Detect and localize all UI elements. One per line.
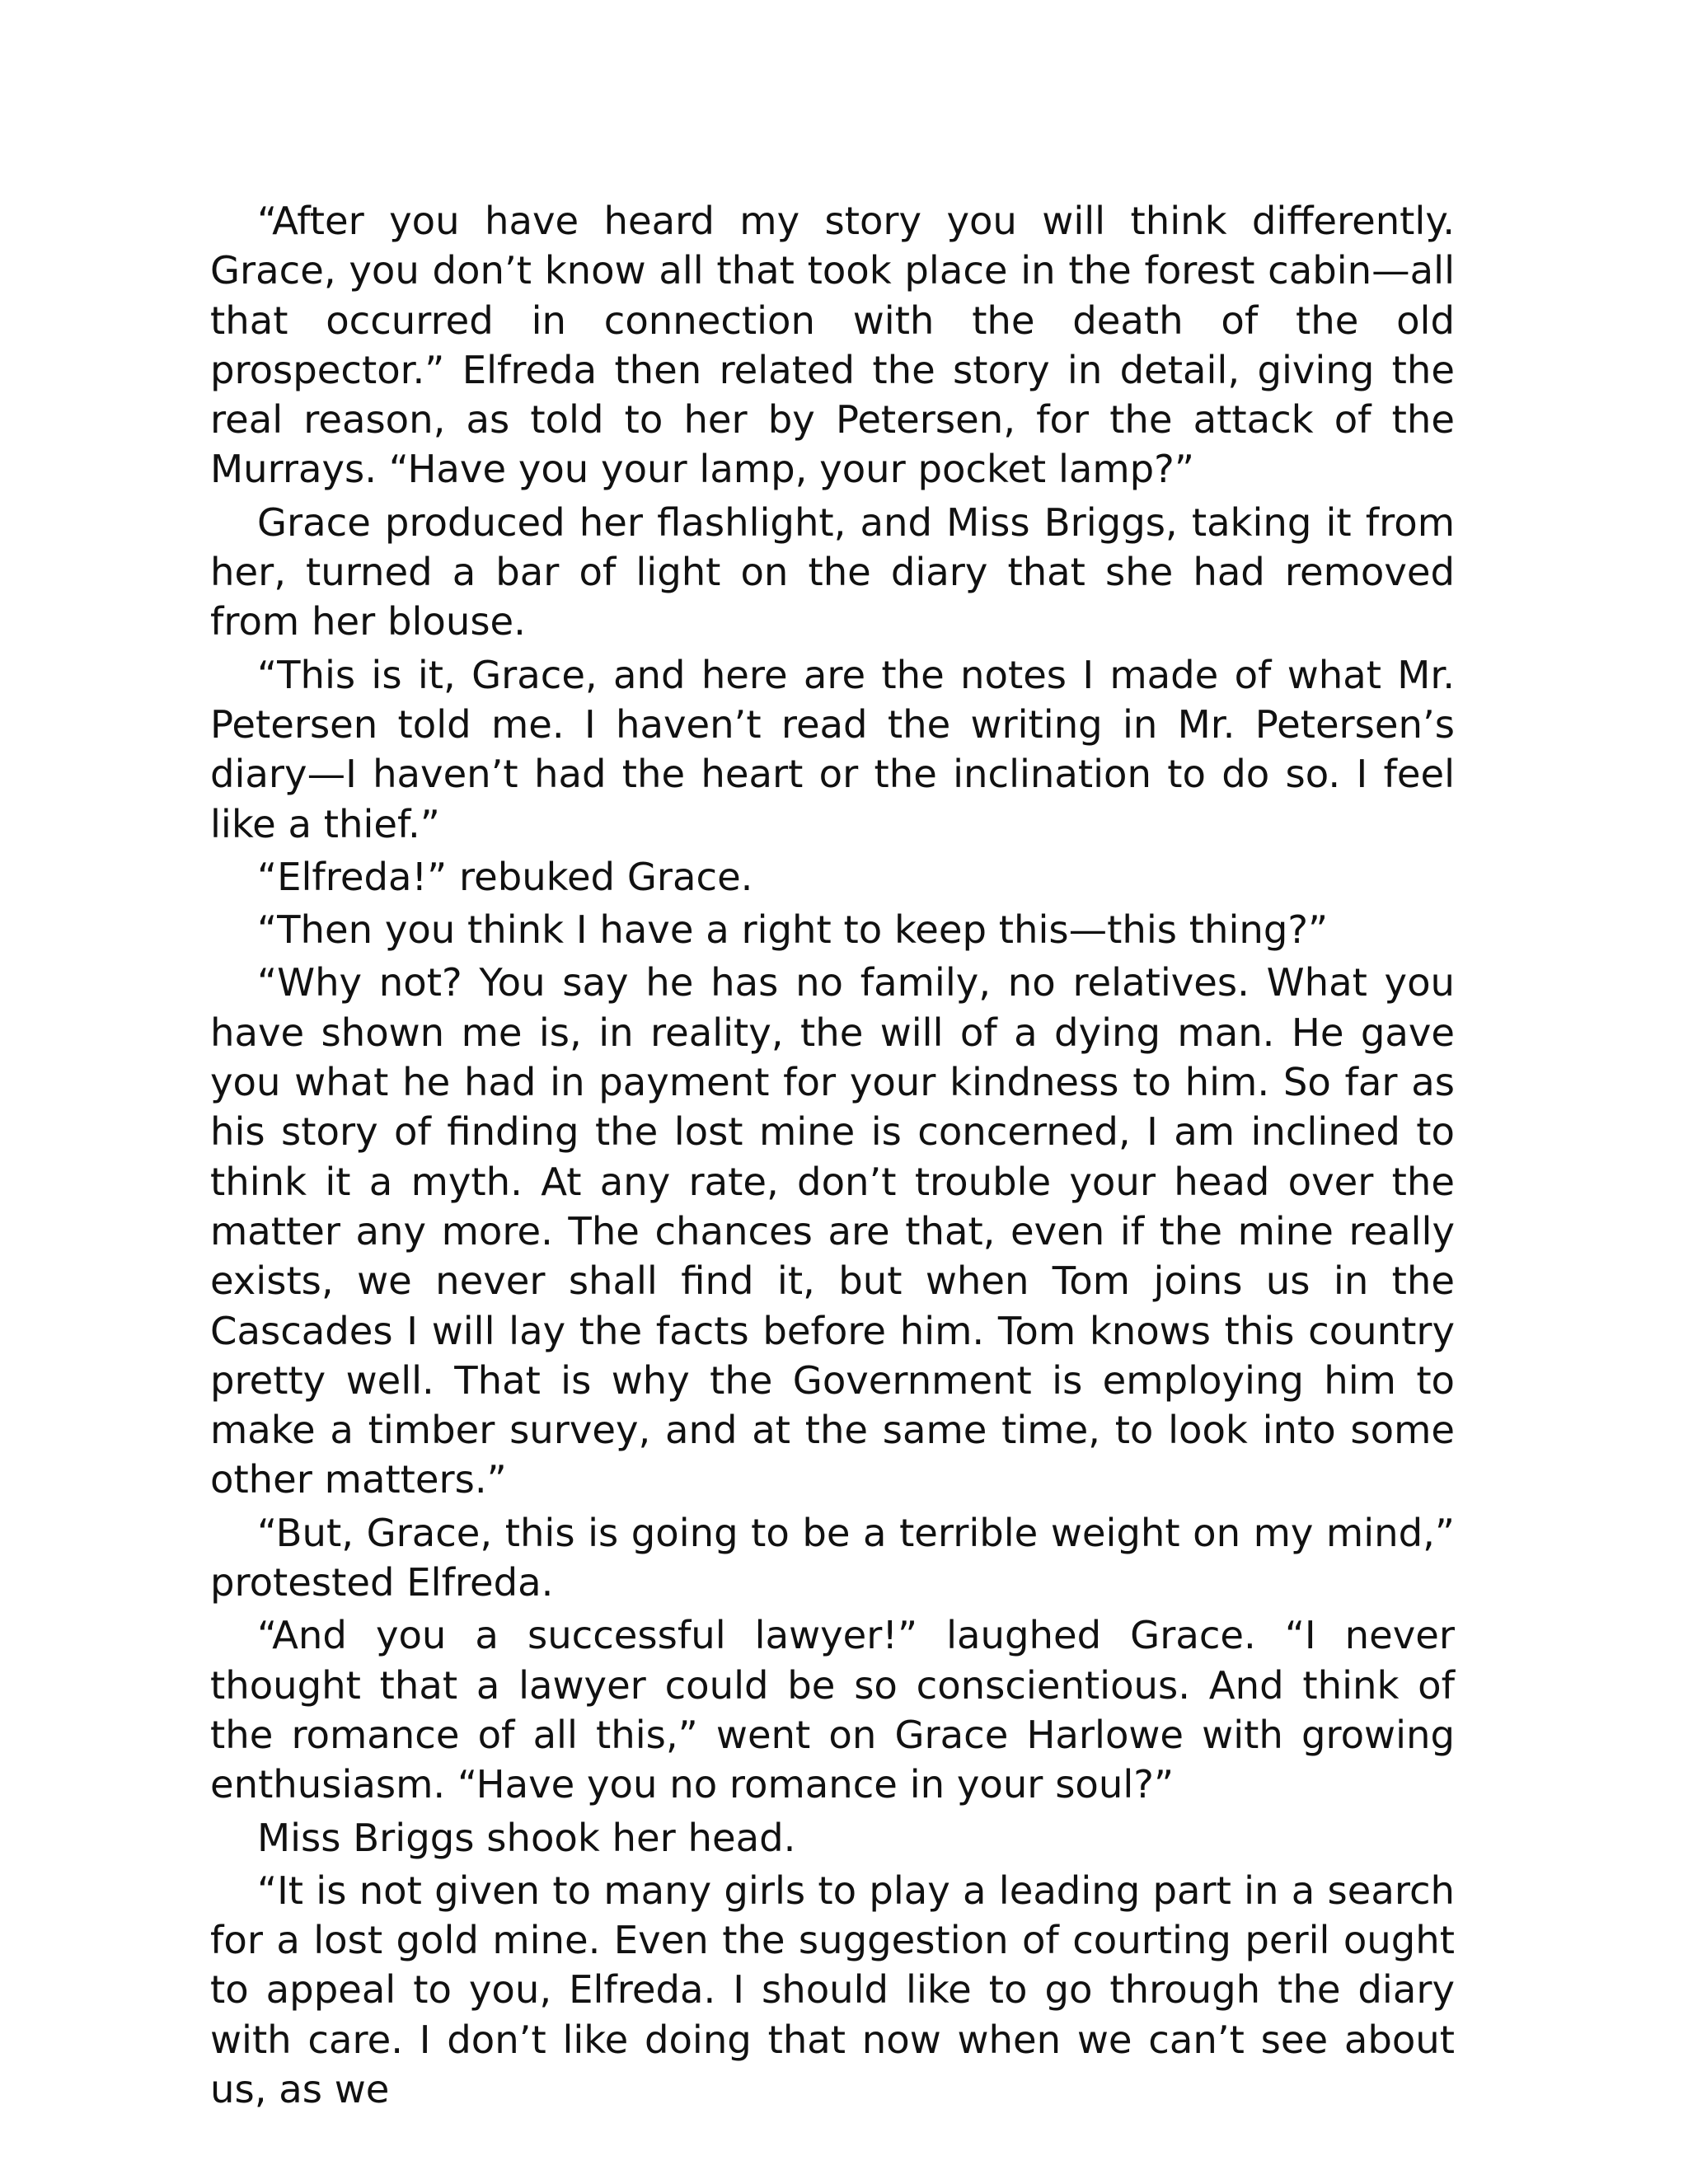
paragraph-1: “After you have heard my story you will think differently. Grace, you don’t know all that took place in the forest cabin—all that occurred in connection with the death of the old prospector.” Elfreda then related the story in detail, giving the real reason, as told to her by Petersen, for the attack of the Murrays. “Have you your lamp, your pocket lamp?” xyxy=(210,199,1455,492)
paragraph-4: “Elfreda!” rebuked Grace. xyxy=(257,854,753,899)
paragraph-2: Grace produced her flashlight, and Miss Briggs, taking it from her, turned a bar of light on the diary that she had removed from her blouse. xyxy=(210,499,1455,644)
book-page xyxy=(210,196,1455,2114)
paragraph-5: “Then you think I have a right to keep this—this thing?” xyxy=(257,907,1329,953)
paragraph-8: “And you a successful lawyer!” laughed Grace. “I never thought that a lawyer could be so conscientious. And think of the romance of all this,” went on Grace Harlowe with growing enthusiasm. “Have you no romance in your soul?” xyxy=(210,1613,1455,1807)
paragraph-9: Miss Briggs shook her head. xyxy=(257,1815,796,1860)
paragraph-3: “This is it, Grace, and here are the notes I made of what Mr. Petersen told me. I haven’t read the writing in Mr. Petersen’s diary—I haven’t had the heart or the inclination to do so. I feel like a thief.” xyxy=(210,652,1455,846)
paragraph-10: “It is not given to many girls to play a leading part in a search for a lost gold mine. Even the suggestion of courting peril ought to appeal to you, Elfreda. I should like to go through the diary with care. I don’t like doing that now when we can’t see about us, as we xyxy=(210,1868,1455,2111)
paragraph-6: “Why not? You say he has no family, no relatives. What you have shown me is, in reality, the will of a dying man. He gave you what he had in payment for your kindness to him. So far as his story of finding the lost mine is concerned, I am inclined to think it a myth. At any rate, don’t trouble your head over the matter any more. The chances are that, even if the mine really exists, we never shall find it, but when Tom joins us in the Cascades I will lay the facts before him. Tom knows this country pretty well. That is why the Government is employing him to make a timber survey, and at the same time, to look into some other matters.” xyxy=(210,960,1455,1502)
paragraph-7: “But, Grace, this is going to be a terrible weight on my mind,” protested Elfreda. xyxy=(210,1510,1455,1605)
